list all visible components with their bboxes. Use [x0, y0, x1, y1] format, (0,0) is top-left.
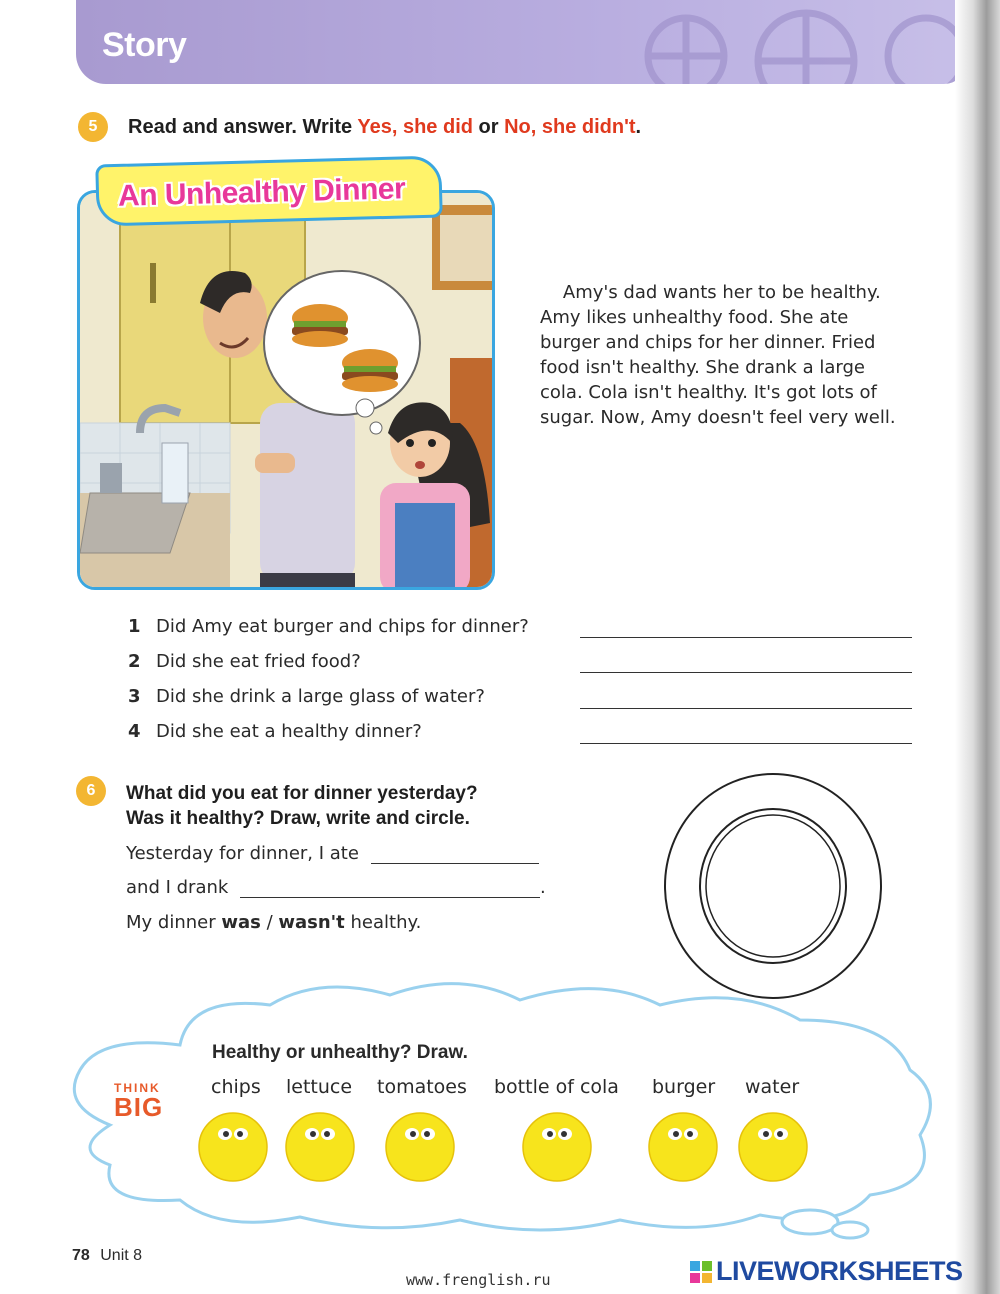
story-line: Amy likes unhealthy food. She ate	[540, 307, 849, 328]
ate-blank[interactable]	[371, 846, 539, 864]
plate-drawing-area[interactable]	[663, 773, 885, 1001]
page-number: 78	[72, 1247, 90, 1264]
page-footer	[72, 1247, 142, 1265]
page-edge-shadow	[955, 0, 1000, 1294]
dinner-sentence-3: My dinner was / wasn't healthy.	[126, 912, 422, 933]
exercise-6-badge: 6	[76, 776, 106, 806]
question-row	[128, 686, 485, 707]
face-drawing-icon[interactable]	[738, 1112, 808, 1182]
section-title: Story	[102, 26, 187, 64]
answer-line-2[interactable]	[580, 672, 912, 673]
face-drawing-icon[interactable]	[385, 1112, 455, 1182]
story-illustration	[77, 190, 495, 590]
story-title: An Unhealthy Dinner	[117, 172, 406, 213]
question-text: Did she drink a large glass of water?	[156, 686, 485, 707]
story-text	[540, 280, 940, 430]
food-label: chips	[211, 1076, 261, 1098]
question-row	[128, 651, 361, 672]
face-drawing-icon[interactable]	[198, 1112, 268, 1182]
story-line: Amy's dad wants her to be healthy.	[540, 282, 881, 303]
answer-yes-text: Yes, she did	[357, 116, 473, 138]
answer-line-4[interactable]	[580, 743, 912, 744]
face-drawing-icon[interactable]	[285, 1112, 355, 1182]
question-row	[128, 616, 529, 637]
globe-decoration-icon	[636, 6, 966, 84]
exercise-5-instruction: Read and answer. Write Yes, she did or No, she didn't.	[128, 116, 642, 138]
food-label: burger	[652, 1076, 716, 1098]
liveworksheets-logo	[690, 1256, 963, 1287]
kitchen-scene-illustration	[80, 193, 495, 590]
food-label: bottle of cola	[494, 1076, 619, 1098]
food-label: lettuce	[286, 1076, 353, 1098]
exercise-6-instruction-1: What did you eat for dinner yesterday?	[126, 783, 478, 804]
source-url: www.frenglish.ru	[406, 1271, 551, 1289]
question-text: Did she eat fried food?	[156, 651, 361, 672]
exercise-5-badge: 5	[78, 112, 108, 142]
answer-no-text: No, she didn't	[504, 116, 636, 138]
drank-blank[interactable]	[240, 880, 540, 898]
question-text: Did Amy eat burger and chips for dinner?	[156, 616, 529, 637]
story-line: sugar. Now, Amy doesn't feel very well.	[540, 407, 896, 428]
liveworksheets-icon	[690, 1261, 712, 1283]
story-line: cola. Cola isn't healthy. It's got lots of	[540, 382, 877, 403]
answer-line-3[interactable]	[580, 708, 912, 709]
exercise-6-instruction-2: Was it healthy? Draw, write and circle.	[126, 808, 470, 829]
question-text: Did she eat a healthy dinner?	[156, 721, 422, 742]
question-number: 3	[128, 686, 141, 707]
answer-line-1[interactable]	[580, 637, 912, 638]
food-label: water	[745, 1076, 800, 1098]
was-option[interactable]: was	[221, 912, 261, 933]
wasnt-option[interactable]: wasn't	[278, 912, 345, 933]
face-drawing-icon[interactable]	[648, 1112, 718, 1182]
face-drawing-icon[interactable]	[522, 1112, 592, 1182]
dinner-sentence-1: Yesterday for dinner, I ate	[126, 843, 539, 864]
question-number: 1	[128, 616, 141, 637]
dinner-sentence-2: and I drank .	[126, 877, 546, 898]
think-big-title: Healthy or unhealthy? Draw.	[212, 1042, 468, 1063]
question-row	[128, 721, 422, 742]
story-line: food isn't healthy. She drank a large	[540, 357, 865, 378]
question-number: 2	[128, 651, 141, 672]
story-line: burger and chips for her dinner. Fried	[540, 332, 876, 353]
think-big-cloud	[40, 975, 945, 1245]
liveworksheets-brand: LIVEWORKSHEETS	[716, 1256, 963, 1286]
question-number: 4	[128, 721, 141, 742]
food-label: tomatoes	[377, 1076, 467, 1098]
unit-label: Unit 8	[100, 1247, 143, 1264]
think-big-logo: THINK BIG	[114, 1081, 164, 1122]
section-header	[76, 0, 966, 84]
